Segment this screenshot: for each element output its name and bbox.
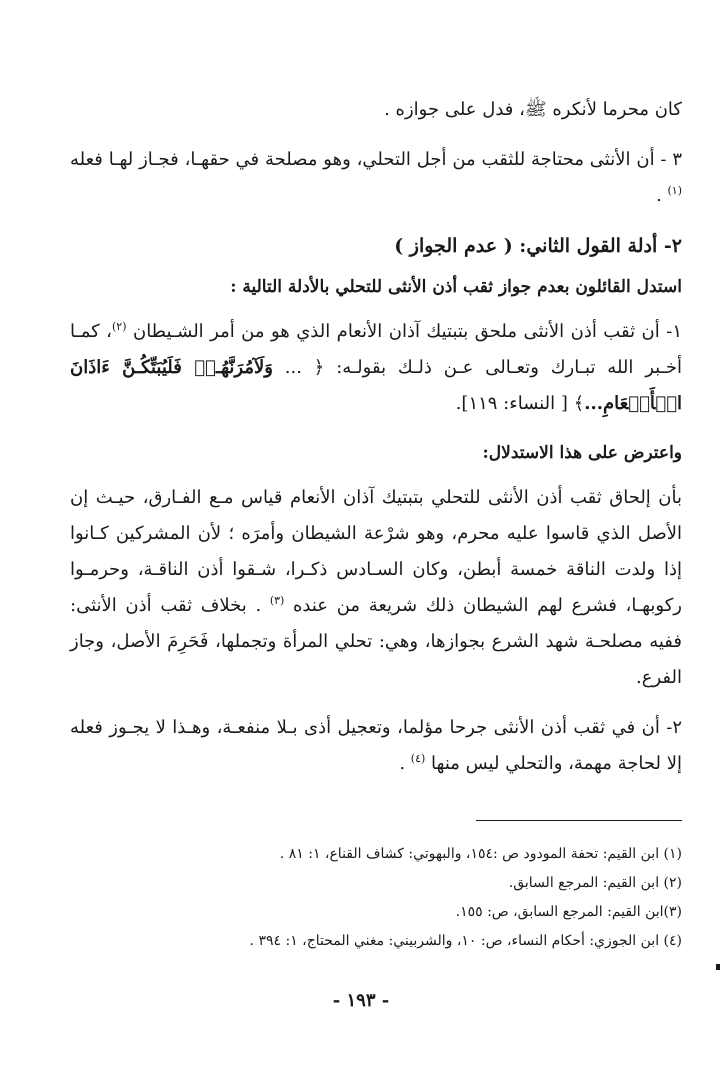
- evidence-2: [70, 710, 682, 782]
- section-intro: استدل القائلون بعدم جواز ثقب أذن الأنثى للتحلي بالأدلة التالية :: [230, 277, 682, 297]
- quran-verse: وَلَآمُرَنَّهُـمۡ فَلَيُبَتِّكُـنَّ ءَاذَانَ الۡأَنۡعَامِ...: [70, 357, 682, 414]
- scan-mark: [716, 964, 720, 970]
- text: ٣ - أن الأنثى محتاجة للثقب من أجل التحلي، وهو مصلحة في حقهـا، فجـاز لهـا فعله: [70, 149, 682, 170]
- footnote-4: (٤) ابن الجوزي: أحكام النساء، ص: ١٠، والشربيني: مغني المحتاج، ١: ٣٩٤ .: [249, 933, 682, 949]
- main-text: [70, 92, 682, 782]
- footnote-ref-2[interactable]: (٢): [112, 320, 127, 333]
- footnote-3: (٣)ابن القيم: المرجع السابق، ص: ١٥٥.: [455, 904, 682, 920]
- footnote-2: (٢) ابن القيم: المرجع السابق.: [508, 875, 682, 891]
- text: ٢- أن في ثقب أذن الأنثى جرحا مؤلما، وتعجيل أذى بـلا منفعـة، وهـذا لا يجـوز فعله إلا لحاجة مهمة، والتحلي ليس منها: [70, 717, 682, 774]
- footnotes: [70, 840, 682, 956]
- text: ، كمـا أخـبر الله تبـارك وتعـالى عـن ذلـك بقولـه: ﴿ ...: [70, 321, 682, 378]
- text: . بخلاف ثقب أذن الأنثى: ففيه مصلحـة شهد الشرع بجوازها، وهي: تحلي المرأة وتجملها، فَحَرِمَ الأصل، وجاز الفرع.: [70, 595, 682, 688]
- footnote-1: (١) ابن القيم: تحفة المودود ص :١٥٤، والبهوتي: كشاف القناع، ١: ٨١ .: [279, 846, 682, 862]
- paragraph-continuation: [70, 92, 682, 128]
- objection-heading: واعترض على هذا الاستدلال:: [482, 443, 682, 463]
- text: ﴾ [ النساء: ١١٩].: [455, 393, 585, 414]
- footnote-ref-3[interactable]: (٣): [269, 594, 285, 607]
- footnote-ref-1[interactable]: (١): [667, 184, 682, 197]
- text: بأن إلحاق ثقب أذن الأنثى للتحلي بتبتيك آذان الأنعام قياس مـع الفـارق، حيـث إن الأصل الذي قاسوا عليه محرم، وهو شرْعة الشيطان وأمرَه ؛ لأن المشركين كـانوا إذا ولدت الناقة خمسة أبطن، وكان السـادس ذكـرا، شـقوا أذن الناقـة، وحرمـوا ركوبهـا، فشرع لهم الشيطان ذلك شريعة من عنده: [70, 487, 682, 616]
- text: ١- أن ثقب أذن الأنثى ملحق بتبتيك آذان الأنعام الذي هو من أمر الشـيطان: [132, 321, 682, 342]
- evidence-3: [70, 142, 682, 214]
- text: .: [399, 753, 411, 774]
- objection-text: [70, 480, 682, 696]
- section-heading: ٢- أدلة القول الثاني: ( عدم الجواز ): [394, 235, 682, 257]
- footnote-ref-4[interactable]: (٤): [410, 752, 426, 765]
- footnote-separator: [476, 820, 682, 821]
- text: .: [656, 185, 668, 206]
- evidence-1: [70, 314, 682, 422]
- page-number: - ١٩٣ -: [332, 990, 390, 1011]
- text: كان محرما لأنكره ﷺ، فدل على جوازه .: [384, 99, 682, 120]
